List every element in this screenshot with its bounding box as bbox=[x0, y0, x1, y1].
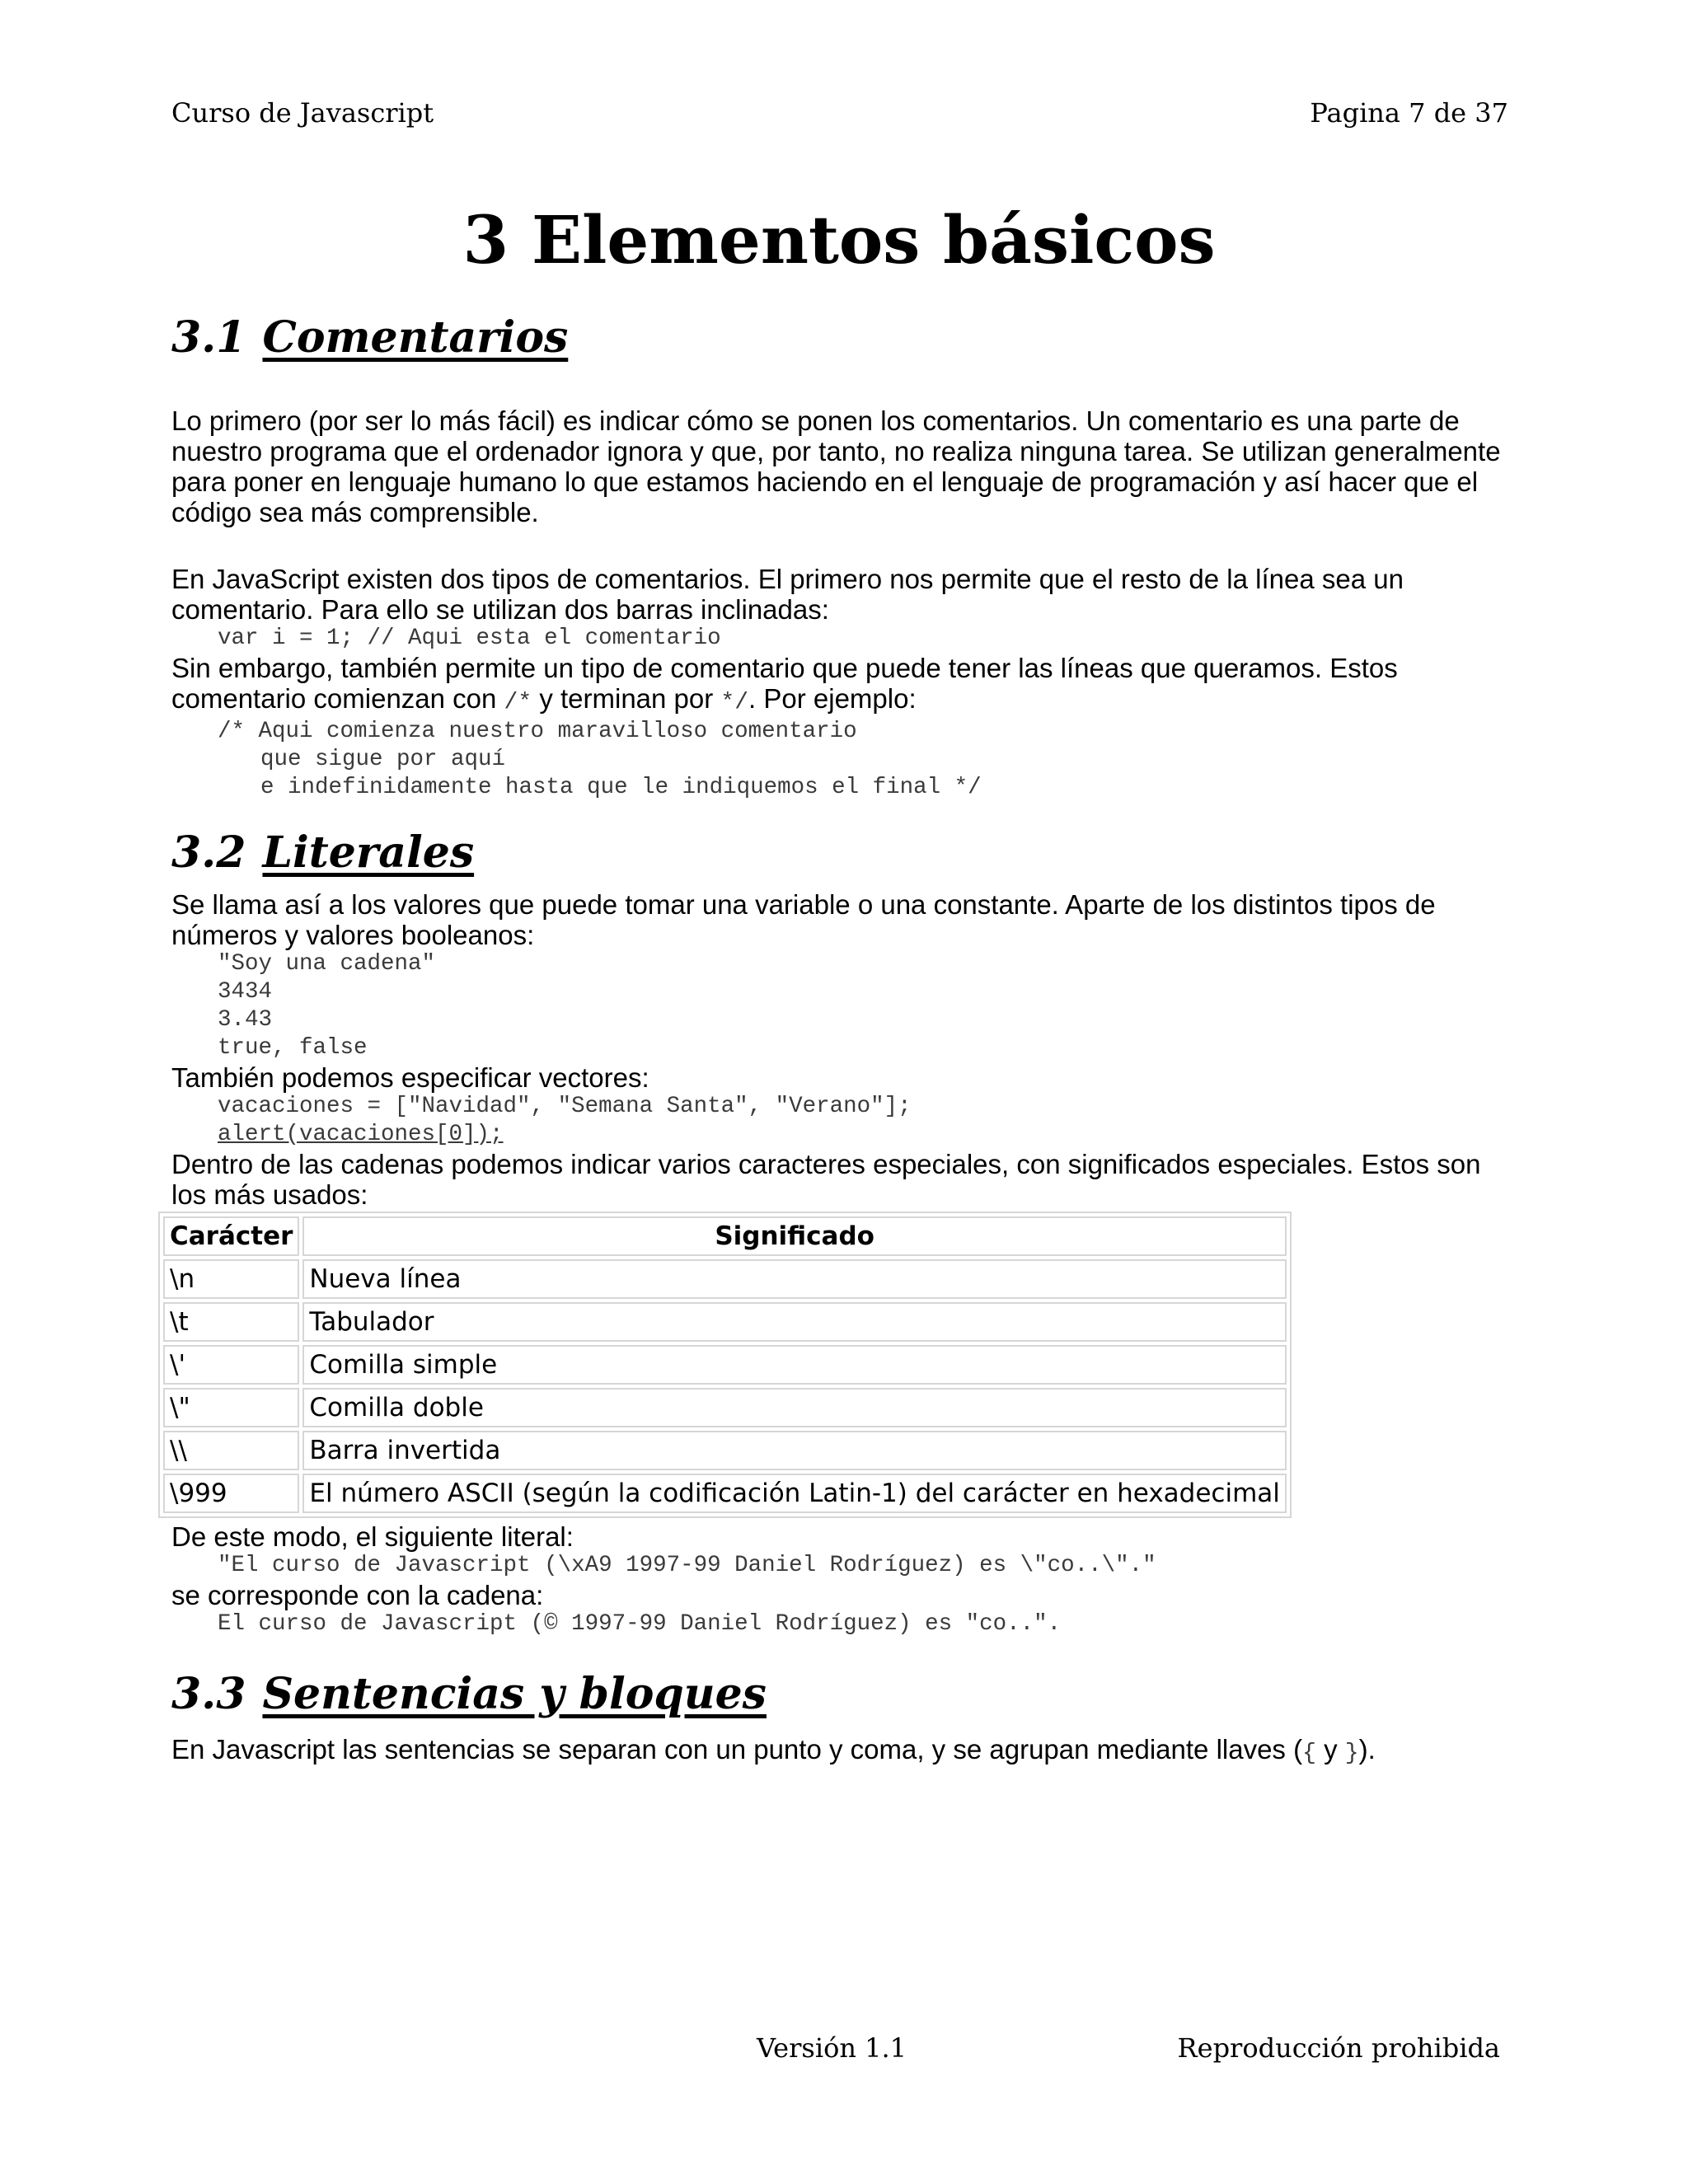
code-line: "El curso de Javascript (\xA9 1997-99 Daniel Rodríguez) es \"co..\"." bbox=[218, 1553, 1156, 1578]
table-row bbox=[163, 1474, 1287, 1513]
paragraph: En JavaScript existen dos tipos de comentarios. El primero nos permite que el resto de la línea sea un comentario. Para ello se utilizan dos barras inclinadas: bbox=[171, 564, 1404, 625]
column-header: Carácter bbox=[163, 1216, 299, 1256]
inline-code: { bbox=[1302, 1741, 1316, 1766]
footer-version: Versión 1.1 bbox=[757, 2032, 907, 2064]
paragraph: Dentro de las cadenas podemos indicar varios caracteres especiales, con significados especiales. Estos son los más usados: bbox=[171, 1149, 1481, 1210]
code-line: alert(vacaciones[0]); bbox=[218, 1122, 504, 1147]
code-line: 3434 bbox=[218, 979, 273, 1005]
section-number: 3.1 bbox=[171, 312, 246, 363]
table-cell: Tabulador bbox=[302, 1302, 1287, 1342]
table-cell: Barra invertida bbox=[302, 1431, 1287, 1470]
section-heading-literales bbox=[171, 822, 1507, 884]
header-course-title: Curso de Javascript bbox=[171, 97, 434, 129]
special-characters-table bbox=[158, 1212, 1292, 1518]
paragraph: Sin embargo, también permite un tipo de comentario que puede tener las líneas que queramos. Estos comentario comienzan con /* y terminan por */. Por ejemplo: bbox=[171, 653, 1398, 715]
chapter-title: 3 Elementos básicos bbox=[462, 201, 1216, 279]
table-cell: Comilla simple bbox=[302, 1345, 1287, 1385]
paragraph: De este modo, el siguiente literal: bbox=[171, 1521, 574, 1552]
paragraph: se corresponde con la cadena: bbox=[171, 1580, 544, 1610]
inline-code: } bbox=[1344, 1741, 1359, 1766]
section-number: 3.3 bbox=[171, 1669, 246, 1719]
table-cell: Comilla doble bbox=[302, 1388, 1287, 1427]
section-title: Sentencias y bloques bbox=[262, 1669, 767, 1719]
code-line: true, false bbox=[218, 1035, 368, 1061]
section-heading-sentencias bbox=[171, 1663, 1507, 1726]
code-line: "Soy una cadena" bbox=[218, 951, 436, 977]
table-header-row bbox=[163, 1216, 1287, 1256]
section-heading-comentarios bbox=[171, 307, 1507, 369]
code-line: El curso de Javascript (© 1997-99 Daniel Rodríguez) es "co..". bbox=[218, 1611, 1062, 1637]
code-line: que sigue por aquí bbox=[260, 747, 506, 772]
code-line: e indefinidamente hasta que le indiquemos el final */ bbox=[260, 775, 982, 800]
paragraph: En Javascript las sentencias se separan con un punto y coma, y se agrupan mediante llaves ({ y }). bbox=[171, 1734, 1376, 1766]
inline-code: /* bbox=[504, 690, 532, 715]
paragraph: Se llama así a los valores que puede tomar una variable o una constante. Aparte de los distintos tipos de números y valores booleanos: bbox=[171, 889, 1436, 950]
code-line: vacaciones = ["Navidad", "Semana Santa", "Verano"]; bbox=[218, 1094, 912, 1119]
column-header: Significado bbox=[302, 1216, 1287, 1256]
table-row bbox=[163, 1302, 1287, 1342]
section-title: Comentarios bbox=[262, 312, 569, 363]
inline-code: */ bbox=[720, 690, 749, 715]
table-row bbox=[163, 1345, 1287, 1385]
table-cell: Nueva línea bbox=[302, 1259, 1287, 1299]
code-line: 3.43 bbox=[218, 1007, 273, 1033]
section-number: 3.2 bbox=[171, 827, 246, 878]
code-line: var i = 1; // Aqui esta el comentario bbox=[218, 626, 721, 651]
table-cell: \" bbox=[163, 1388, 299, 1427]
table-cell: \999 bbox=[163, 1474, 299, 1513]
section-title: Literales bbox=[262, 827, 475, 878]
table-cell: \\ bbox=[163, 1431, 299, 1470]
table-row bbox=[163, 1259, 1287, 1299]
table-row bbox=[163, 1431, 1287, 1470]
table-cell: \' bbox=[163, 1345, 299, 1385]
table-row bbox=[163, 1388, 1287, 1427]
paragraph: Lo primero (por ser lo más fácil) es indicar cómo se ponen los comentarios. Un comentario es una parte de nuestro programa que el ordenador ignora y que, por tanto, no realiza ninguna tarea. Se utilizan generalmente para poner en lenguaje humano lo que estamos haciendo en el lenguaje de programación y así hacer que el código sea más comprensible. bbox=[171, 405, 1501, 527]
page-content bbox=[171, 194, 1507, 1769]
table-cell: \t bbox=[163, 1302, 299, 1342]
code-line: /* Aqui comienza nuestro maravilloso comentario bbox=[218, 719, 857, 744]
table-cell: \n bbox=[163, 1259, 299, 1299]
header-page-number: Pagina 7 de 37 bbox=[1310, 97, 1508, 129]
table-cell: El número ASCII (según la codificación Latin-1) del carácter en hexadecimal bbox=[302, 1474, 1287, 1513]
paragraph: También podemos especificar vectores: bbox=[171, 1062, 649, 1093]
footer-copyright: Reproducción prohibida bbox=[1177, 2032, 1500, 2064]
